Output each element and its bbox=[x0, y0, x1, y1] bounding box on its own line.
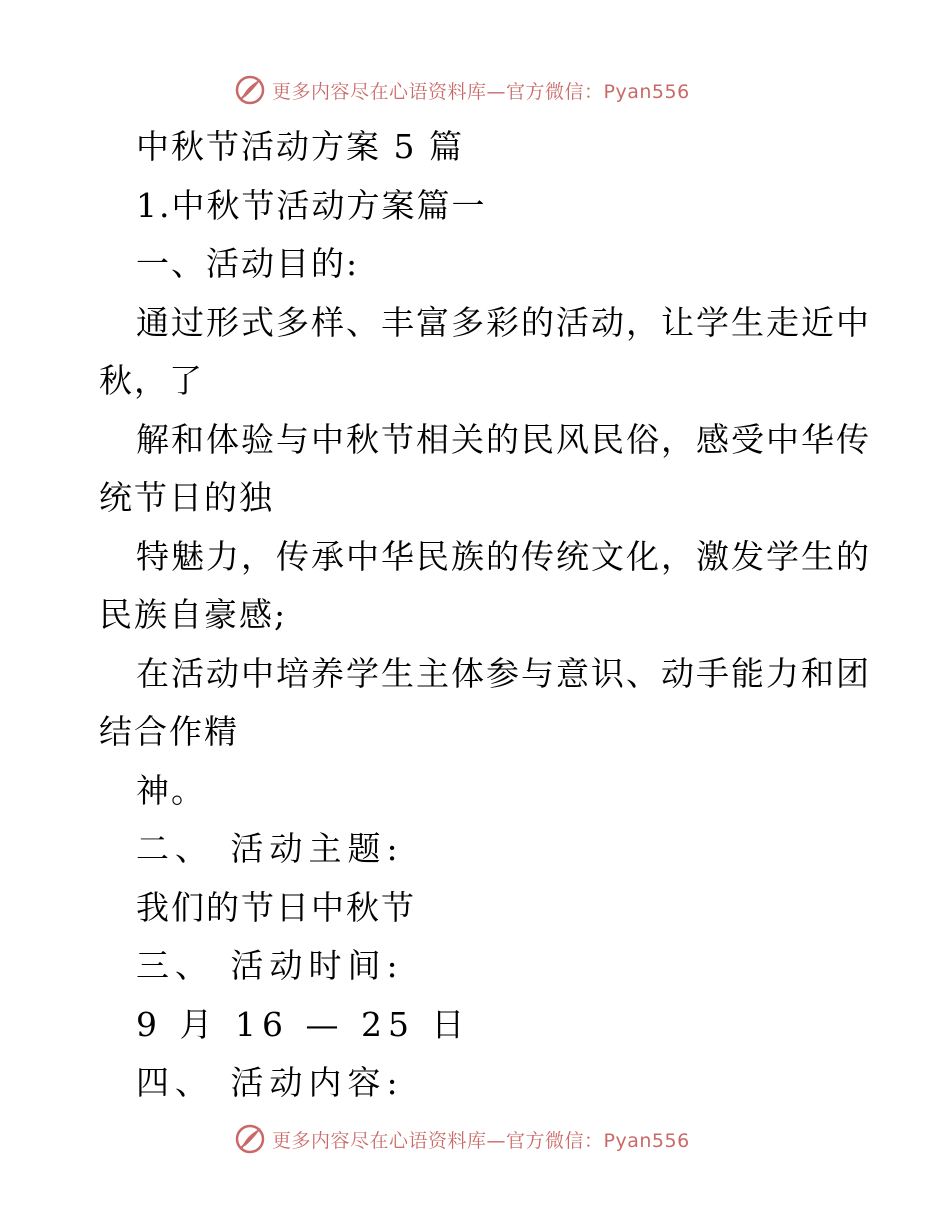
watermark-footer bbox=[234, 1121, 690, 1157]
subheading-time: 三、 活动时间: bbox=[136, 946, 404, 985]
time-text: 9 月 16 — 25 日 bbox=[136, 1004, 471, 1044]
paragraph-line: 民族自豪感; bbox=[99, 595, 288, 634]
watermark-text: 更多内容尽在心语资料库—官方微信：Pyan556 bbox=[272, 1129, 690, 1152]
paragraph-line: 秋，了 bbox=[99, 361, 204, 400]
watermark-header bbox=[234, 72, 690, 108]
paragraph-line: 结合作精 bbox=[99, 712, 239, 751]
paragraph-line: 通过形式多样、丰富多彩的活动，让学生走近中 bbox=[136, 302, 871, 342]
quill-logo-icon bbox=[234, 74, 266, 106]
section-heading: 1.中秋节活动方案篇一 bbox=[136, 185, 487, 225]
theme-text: 我们的节日中秋节 bbox=[136, 887, 416, 927]
document-body bbox=[99, 118, 871, 1113]
subheading-theme: 二、 活动主题: bbox=[136, 829, 404, 868]
watermark-text: 更多内容尽在心语资料库—官方微信：Pyan556 bbox=[272, 80, 690, 103]
paragraph-line: 神。 bbox=[136, 770, 206, 810]
paragraph-line: 统节日的独 bbox=[99, 478, 274, 517]
paragraph-line: 解和体验与中秋节相关的民风民俗，感受中华传 bbox=[136, 419, 871, 459]
document-title: 中秋节活动方案 5 篇 bbox=[136, 127, 464, 166]
quill-logo-icon bbox=[234, 1123, 266, 1155]
paragraph-line: 在活动中培养学生主体参与意识、动手能力和团 bbox=[136, 653, 871, 693]
paragraph-line: 特魅力，传承中华民族的传统文化，激发学生的 bbox=[136, 536, 871, 576]
subheading-purpose: 一、活动目的: bbox=[136, 244, 360, 283]
subheading-content: 四、 活动内容: bbox=[136, 1063, 404, 1102]
